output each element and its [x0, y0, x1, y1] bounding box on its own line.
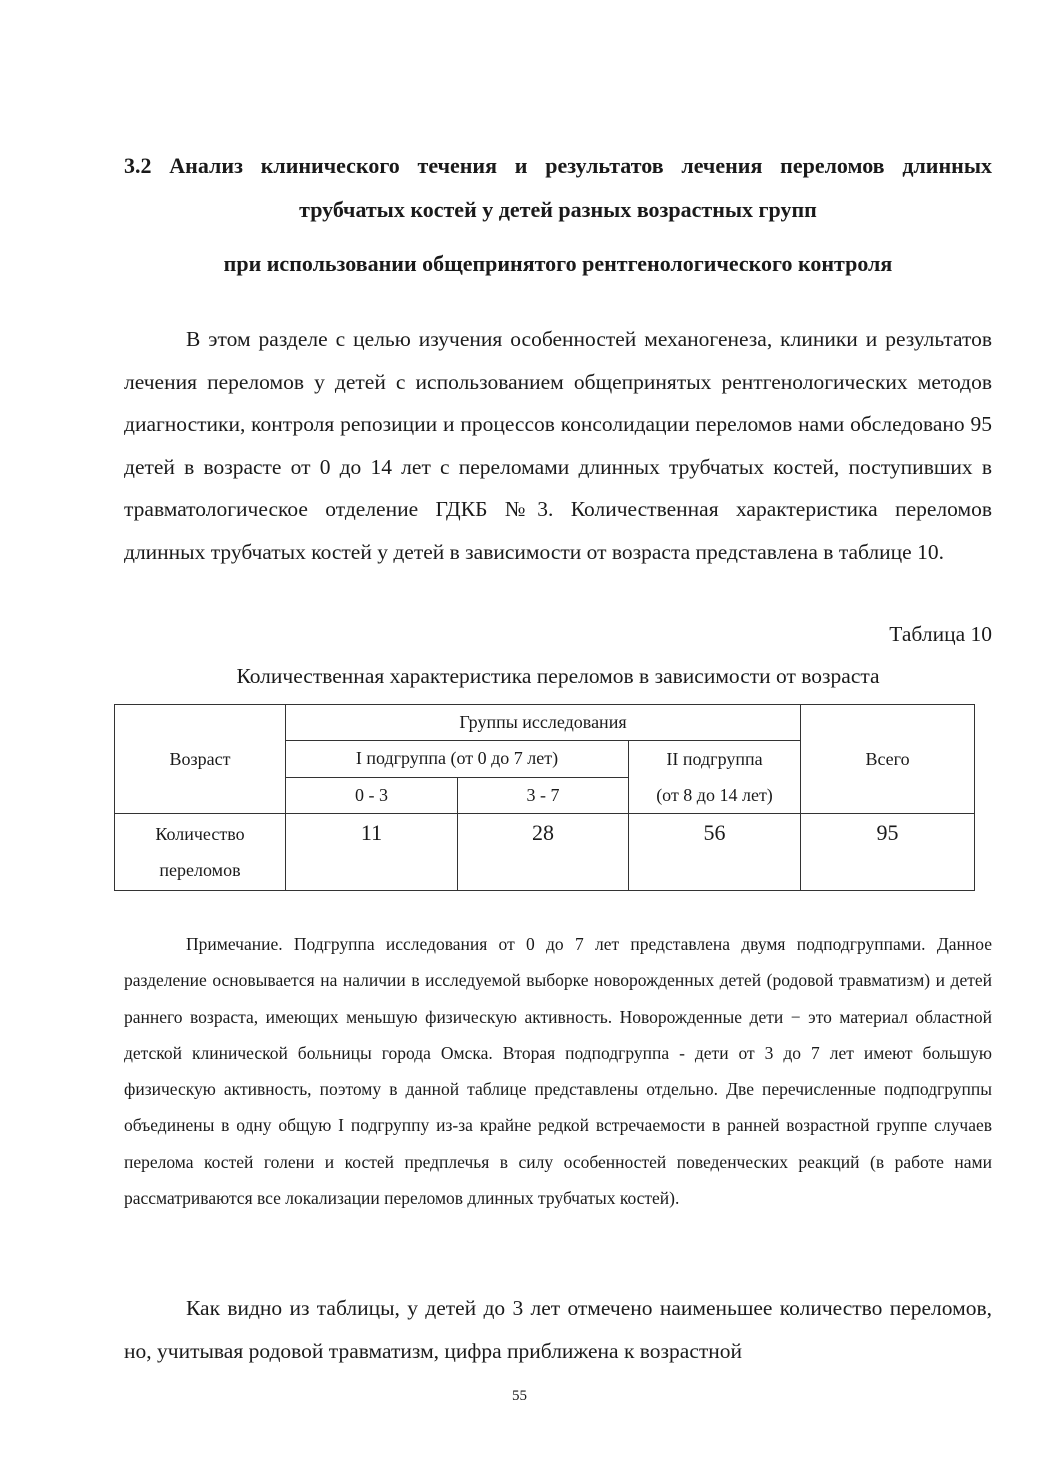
subgroup-2-header-line-1: II подгруппа [666, 749, 763, 769]
subgroup-2-header-line-2: (от 8 до 14 лет) [656, 785, 773, 805]
row-label-line-2: переломов [159, 860, 241, 880]
subgroup-1-header: I подгруппа (от 0 до 7 лет) [286, 741, 629, 778]
value-8-14: 56 [629, 814, 801, 891]
subgroup-2-header [629, 741, 801, 814]
page-number: 55 [512, 1388, 527, 1404]
range-0-3-header: 0 - 3 [286, 777, 458, 814]
total-header: Всего [801, 705, 975, 814]
value-3-7: 28 [458, 814, 629, 891]
table-header-row [115, 705, 975, 741]
section-heading-line-1: 3.2 Анализ клинического течения и результатов лечения переломов длинных [124, 153, 992, 178]
row-label-line-1: Количество [155, 824, 245, 844]
section-heading-line-2: трубчатых костей у детей разных возрастных групп [299, 197, 817, 222]
intro-paragraph: В этом разделе с целью изучения особенностей механогенеза, клиники и результатов лечения переломов у детей с использованием общепринятых рентгенологических методов диагностики, контроля репозиции и процессов консолидации переломов нами обследовано 95 детей в возрасте от 0 до 14 лет с переломами длинных трубчатых костей, поступивших в травматологическое отделение ГДКБ №3. Количественная характеристика переломов длинных трубчатых костей у детей в зависимости от возраста представлена в таблице 10. [124, 327, 992, 564]
section-heading-line-3: при использовании общепринятого рентгенологического контроля [223, 251, 893, 276]
fracture-table [114, 704, 975, 891]
age-header: Возраст [115, 705, 286, 814]
value-total: 95 [801, 814, 975, 891]
range-3-7-header: 3 - 7 [458, 777, 629, 814]
table-row [115, 814, 975, 891]
table-number: Таблица 10 [889, 622, 992, 646]
value-0-3: 11 [286, 814, 458, 891]
table-caption: Количественная характеристика переломов в зависимости от возраста [236, 664, 880, 688]
groups-header: Группы исследования [286, 705, 801, 741]
table-note: Примечание. Подгруппа исследования от 0 до 7 лет представлена двумя подподгруппами. Данное разделение основывается на наличии в исследуемой выборке новорожденных детей (родовой травматизм) и детей раннего возраста, имеющих меньшую физическую активность. Новорожденные дети − это материал областной детской клинической больницы города Омска. Вторая подподгруппа - дети от 3 до 7 лет имеют большую физическую активность, поэтому в данной таблице представлены отдельно. Две перечисленные подподгруппы объединены в одну общую I подгруппу из-за крайне редкой встречаемости в ранней возрастной группе случаев перелома костей голени и костей предплечья в силу особенностей поведенческих реакций (в работе нами рассматриваются все локализации переломов длинных трубчатых костей). [124, 934, 992, 1209]
conclusion-paragraph: Как видно из таблицы, у детей до 3 лет отмечено наименьшее количество переломов, но, учитывая родовой травматизм, цифра приближена к возрастной [124, 1296, 992, 1363]
row-label [115, 814, 286, 891]
